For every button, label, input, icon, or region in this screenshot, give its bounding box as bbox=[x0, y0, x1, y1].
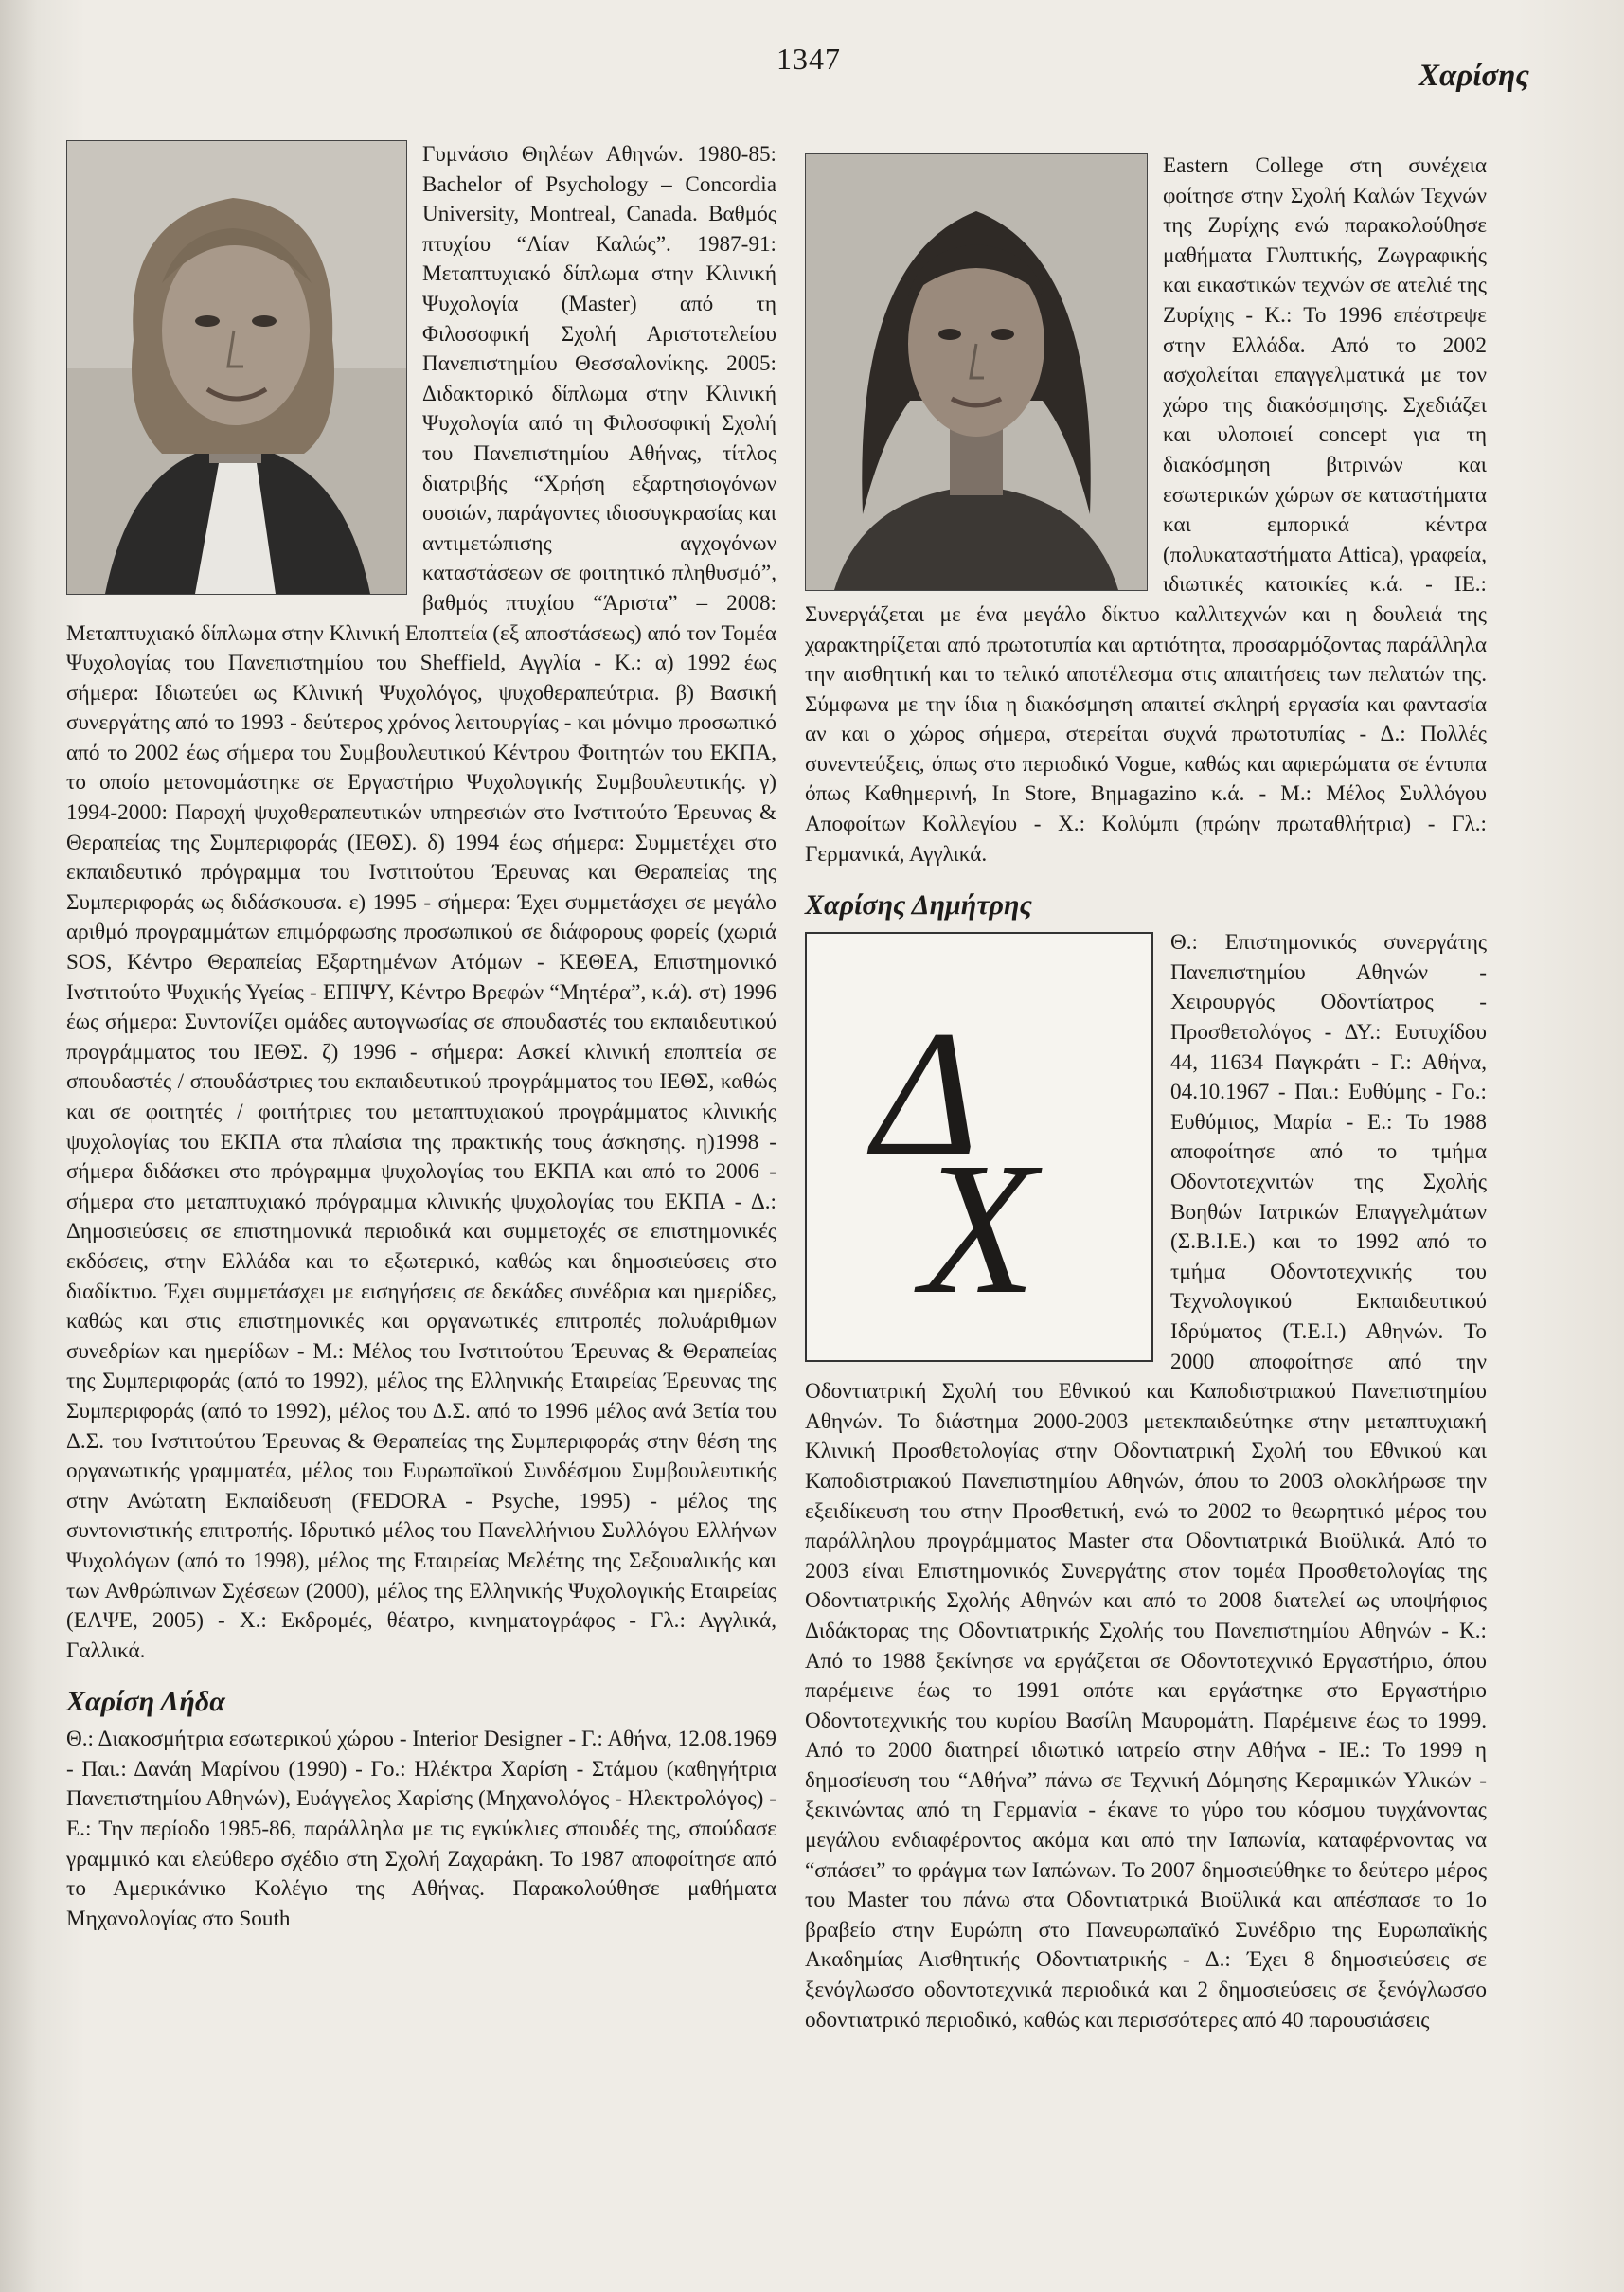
portrait-photo-right bbox=[805, 153, 1148, 591]
left-column bbox=[66, 140, 776, 1934]
entry-text-charisis-dimitris: Θ.: Επιστημονικός συνεργάτης Πανεπιστημίου Αθηνών - Χειρουργός Οδοντίατρος - Προσθετολόγος - ΔΥ.: Ευτυχίδου 44, 11634 Παγκράτι - Γ.: Αθήνα, 04.10.1967 - Παι.: Ευθύμης - Γο.: Ευθύμιος, Μαρία - Ε.: Το 1988 αποφοίτησε από το τμήμα Οδοντοτεχνιτών της Σχολής Βοηθών Ιατρικών Επαγγελμάτων (Σ.Β.Ι.Ε.) και το 1992 από το τμήμα Οδοντοτεχνικής του Τεχνολογικού Εκπαιδευτικού Ιδρύματος (Τ.Ε.Ι.) Αθηνών. Το 2000 αποφοίτησε από την Οδοντιατρική Σχολή του Εθνικού και Καποδιστριακού Πανεπιστημίου Αθηνών. Το διάστημα 2000-2003 μετεκπαιδεύτηκε στην μεταπτυχιακή Κλινική Προσθετολογίας στην Οδοντιατρική Σχολή του Εθνικού και Καποδιστριακού Πανεπιστημίου Αθηνών, όπου το 2003 ολοκλήρωσε την εξειδίκευση του στην Προσθετική, ενώ το 2002 το θεωρητικό μέρος του παράλληλου προγράμματος Master στα Οδοντιατρικά Βιοϋλικά. Από το 2003 είναι Επιστημονικός Συνεργάτης στον τομέα Προσθετολογίας της Οδοντιατρικής Σχολής Αθηνών και από το 2008 διατελεί ως υποψήφιος Διδάκτορας της Οδοντιατρικής Σχολής του Πανεπιστημίου Αθηνών - Κ.: Από το 1988 ξεκίνησε να εργάζεται σε Οδοντοτεχνικό Εργαστήριο, όπου παρέμεινε έως το 1991 οπότε και εργάστηκε στο Εργαστήριο Οδοντοτεχνικής του κυρίου Βασίλη Μαυρομάτη. Παρέμεινε έως το 1999. Από το 2000 διατηρεί ιδιωτικό ιατρείο στην Αθήνα - ΙΕ.: Το 1999 η δημοσίευση του “Αθήνα” πάνω σε Τεχνική Δόμησης Κεραμικών Υλικών - ξεκινώντας από τη Γερμανία - έκανε το γύρο του κόσμου τυγχάνοντας μεγάλου ενδιαφέροντος ακόμα και από την Ιαπωνία, καταφέρνοντας να “σπάσει” το φράγμα των Ιαπώνων. Το 2007 δημοσιεύθηκε το δεύτερο μέρος του Master του πάνω στα Οδοντιατρικά Βιοϋλικά και απέσπασε το 1ο βραβείο στην Ευρώπη στο Πανευρωπαϊκό Συνέδριο της Ευρωπαϊκής Ακαδημίας Αισθητικής Οδοντιατρικής - Δ.: Έχει 8 δημοσιεύσεις σε ξενόγλωσσο οδοντοτεχνικά περιοδικά και 2 δημοσιεύσεις σε ξενόγλωσσο οδοντιατρικό περιοδικό, καθώς και περισσότερες από 40 παρουσιάσεις bbox=[805, 930, 1487, 2032]
entry-name-charisis-dimitris: Χαρίσης Δημήτρης bbox=[805, 889, 1032, 922]
continuation-text-right: Eastern College στη συνέχεια φοίτησε στην Σχολή Καλών Τεχνών της Ζυρίχης ενώ παρακολούθησε μαθήματα Γλυπτικής, Ζωγραφικής και εικαστικών τεχνών σε ατελιέ της Ζυρίχης - Κ.: Το 1996 επέστρεψε στην Ελλάδα. Από το 2002 ασχολείται επαγγελματικά με τον χώρο της διακόσμησης. Σχεδιάζει και υλοποιεί concept για τη διακόσμηση βιτρινών και εσωτερικών χώρων σε καταστήματα και εμπορικά κέντρα (πολυκαταστήματα Attica), γραφεία, ιδιωτικές κατοικίες κ.ά. - ΙΕ.: Συνεργάζεται με ένα μεγάλο δίκτυο καλλιτεχνών και η δουλειά της χαρακτηρίζεται από πρωτοτυπία και αρτιότητα, προσαρμόζοντας παράλληλα την αισθητική και το τελικό αποτέλεσμα στις απαιτήσεις των πελατών της. Σύμφωνα με την ίδια η διακόσμηση απαιτεί σκληρή εργασία και φαντασία αν και ο χώρος σήμερα, στερείται συχνά πρωτοτυπίας - Δ.: Πολλές συνεντεύξεις, όπως στο περιοδικό Vogue, καθώς και αφιερώματα σε έντυπα όπως Καθημερινή, In Store, Βημagazino κ.ά. - Μ.: Μέλος Συλλόγου Αποφοίτων Κολλεγίου - Χ.: Κολύμπι (πρώην πρωταθλήτρια) - Γλ.: Γερμανικά, Αγγλικά. bbox=[805, 153, 1487, 867]
monogram-letter-chi: Χ bbox=[920, 1124, 1037, 1334]
page-number: 1347 bbox=[776, 42, 841, 76]
portrait-image-right bbox=[806, 154, 1147, 590]
monogram-image bbox=[807, 934, 1151, 1360]
entry-text-charisi-lida: Θ.: Διακοσμήτρια εσωτερικού χώρου - Interior Designer - Γ.: Αθήνα, 12.08.1969 - Παι.: Δανάη Μαρίνου (1990) - Γο.: Ηλέκτρα Χαρίση - Στάμου (καθηγήτρια Πανεπιστημίου Αθηνών), Ευάγγελος Χαρίσης (Μηχανολόγος - Ηλεκτρολόγος) - Ε.: Την περίοδο 1985-86, παράλληλα με τις εγκύκλιες σπουδές της, σπούδασε γραμμικό και ελεύθερο σχέδιο στη Σχολή Ζαχαράκη. Το 1987 αποφοίτησε από το Αμερικάνικο Κολέγιο της Αθήνας. Παρακολούθησε μαθήματα Μηχανολογίας στο South bbox=[66, 1727, 776, 1931]
right-column bbox=[805, 152, 1487, 2035]
portrait-photo-left bbox=[66, 140, 407, 595]
running-head: Χαρίσης bbox=[1418, 59, 1529, 93]
continuation-text-left: Γυμνάσιο Θηλέων Αθηνών. 1980-85: Bachelor of Psychology – Concordia University, Montreal, Canada. Βαθμός πτυχίου “Λίαν Καλώς”. 1987-91: Μεταπτυχιακό δίπλωμα στην Κλινική Ψυχολογία (Master) από τη Φιλοσοφική Σχολή Αριστοτελείου Πανεπιστημίου Θεσσαλονίκης. 2005: Διδακτορικό δίπλωμα στην Κλινική Ψυχολογία από τη Φιλοσοφική Σχολή του Πανεπιστημίου Αθήνας, τίτλος διατριβής “Χρήση εξαρτησιογόνων ουσιών, παράγοντες ιδιοσυγκρασίας και αντιμετώπισης αγχογόνων καταστάσεων σε φοιτητικό πληθυσμό”, βαθμός πτυχίου “Άριστα” – 2008: Μεταπτυχιακό δίπλωμα στην Κλινική Εποπτεία (εξ αποστάσεως) από τον Τομέα Ψυχολογίας του Πανεπιστημίου του Sheffield, Αγγλία - Κ.: α) 1992 έως σήμερα: Ιδιωτεύει ως Κλινική Ψυχολόγος, ψυχοθεραπεύτρια. β) Βασική συνεργάτης από το 1993 - δεύτερος χρόνος λειτουργίας - και μόνιμο προσωπικό από το 2002 έως σήμερα του Συμβουλευτικού Κέντρου Φοιτητών του ΕΚΠΑ, το οποίο μετονομάστηκε σε Εργαστήριο Ψυχολογικής Συμβουλευτικής. γ) 1994-2000: Παροχή ψυχοθεραπευτικών υπηρεσιών στο Ινστιτούτο Έρευνας & Θεραπείας της Συμπεριφοράς (ΙΕΘΣ). δ) 1994 έως σήμερα: Συμμετέχει στο εκπαιδευτικό πρόγραμμα του Ινστιτούτου Έρευνας και Θεραπείας της Συμπεριφοράς ως διδάσκουσα. ε) 1995 - σήμερα: Έχει συμμετάσχει σε μεγάλο αριθμό προγραμμάτων επιμόρφωσης προσωπικού σε διάφορους φορείς (χωριά SOS, Κέντρο Θεραπείας Εξαρτημένων Ατόμων - ΚΕΘΕΑ, Επιστημονικό Ινστιτούτο Ψυχικής Υγείας - ΕΠΙΨΥ, Κέντρο Βρεφών “Μητέρα”, κ.ά). στ) 1996 έως σήμερα: Συντονίζει ομάδες αυτογνωσίας σε σπουδαστές του εκπαιδευτικού προγράμματος του ΙΕΘΣ. ζ) 1996 - σήμερα: Ασκεί κλινική εποπτεία σε σπουδαστές / σπουδάστριες του εκπαιδευτικού προγράμματος του ΙΕΘΣ, καθώς και σε φοιτητές / φοιτήτριες του μεταπτυχιακού προγράμματος κλινικής ψυχολογίας του ΕΚΠΑ στα πλαίσια της πρακτικής τους άσκησης. η)1998 - σήμερα διδάσκει στο πρόγραμμα ψυχολογίας του ΕΚΠΑ και από το 2006 - σήμερα στο μεταπτυχιακό πρόγραμμα κλινικής ψυχολογίας του ΕΚΠΑ - Δ.: Δημοσιεύσεις σε επιστημονικά περιοδικά και συμμετοχές σε επιστημονικές εκδόσεις, στην Ελλάδα και το εξωτερικό, καθώς και δημοσιεύσεις στο διαδίκτυο. Έχει συμμετάσχει με εισηγήσεις σε δεκάδες συνέδρια και ημερίδες, καθώς και στις επιστημονικές και οργανωτικές επιτροπές πολυάριθμων συνεδρίων και ημερίδων - Μ.: Μέλος του Ινστιτούτου Έρευνας & Θεραπείας της Συμπεριφοράς (από το 1992), μέλος της Ελληνικής Εταιρείας Έρευνας της Συμπεριφοράς (από το 1992), μέλος του Δ.Σ. από το 1996 μέλος ανά 3ετία του Δ.Σ. του Ινστιτούτου Έρευνας & Θεραπείας της Συμπεριφοράς στην θέση της οργανωτικής γραμματέα, μέλος του Ευρωπαϊκού Συνδέσμου Συμβουλευτικής στην Ανώτατη Εκπαίδευση (FEDORA - Psyche, 1995) - μέλος της συντονιστικής επιτροπής. Ιδρυτικό μέλος του Πανελλήνιου Συλλόγου Ελλήνων Ψυχολόγων (από το 1998), μέλος της Εταιρείας Μελέτης της Σεξουαλικής και των Ανθρώπινων Σχέσεων (2000), μέλος της Ελληνικής Ψυχολογικής Εταιρείας (ΕΛΨΕ, 2005) - Χ.: Εκδρομές, θέατρο, κινηματογράφος - Γλ.: Αγγλικά, Γαλλικά. bbox=[66, 142, 776, 1663]
portrait-image-left bbox=[67, 141, 406, 594]
monogram-box bbox=[805, 932, 1153, 1362]
entry-name-charisi-lida: Χαρίση Λήδα bbox=[66, 1686, 225, 1718]
monogram-letter-delta: Δ bbox=[873, 994, 979, 1194]
